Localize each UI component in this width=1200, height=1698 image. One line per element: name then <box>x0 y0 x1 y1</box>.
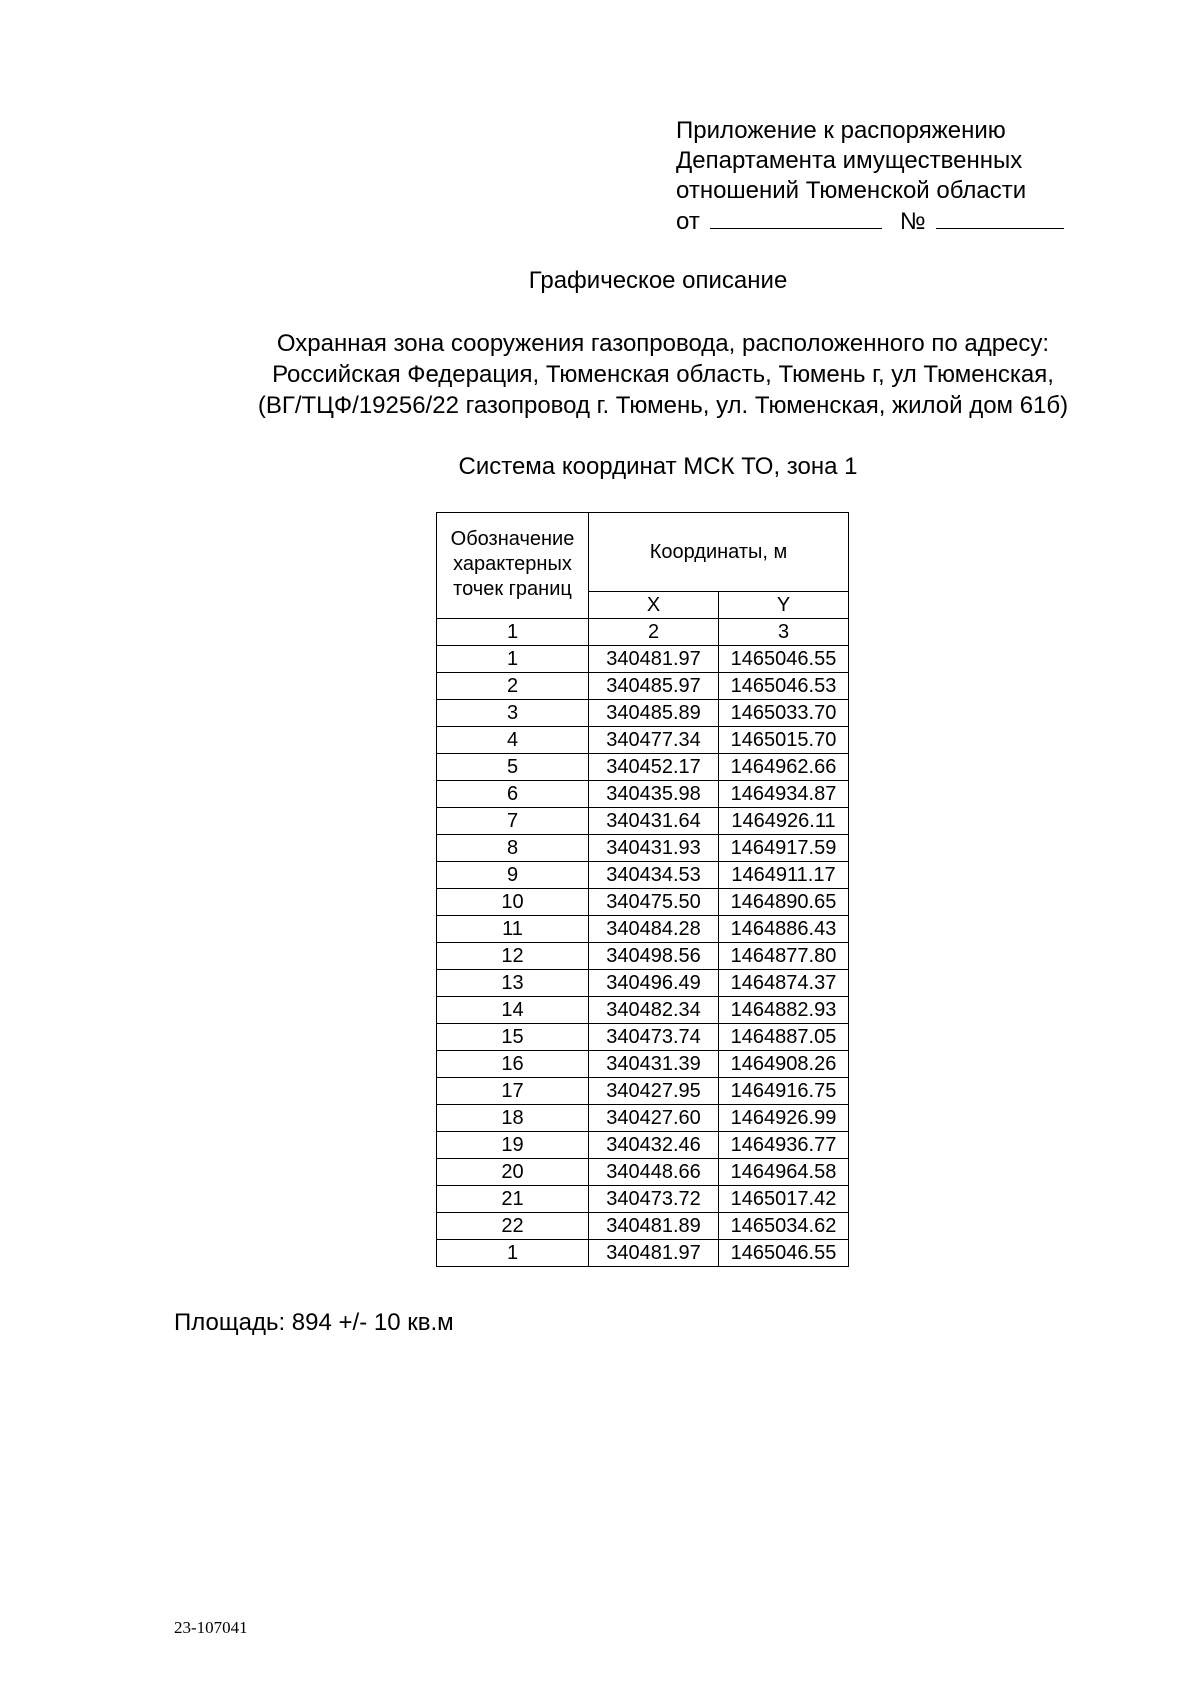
subject-block <box>0 328 1200 421</box>
x-cell: 340427.60 <box>589 1105 719 1132</box>
date-blank <box>710 206 882 229</box>
point-cell: 9 <box>437 862 589 889</box>
header-y: Y <box>719 592 849 619</box>
y-cell: 1464887.05 <box>719 1024 849 1051</box>
y-cell: 1464882.93 <box>719 997 849 1024</box>
x-cell: 340432.46 <box>589 1132 719 1159</box>
table-row <box>437 889 849 916</box>
point-cell: 17 <box>437 1078 589 1105</box>
point-cell: 14 <box>437 997 589 1024</box>
y-cell: 1464874.37 <box>719 970 849 997</box>
x-cell: 340431.64 <box>589 808 719 835</box>
point-cell: 1 <box>437 646 589 673</box>
point-cell: 8 <box>437 835 589 862</box>
column-number: 2 <box>589 619 719 646</box>
appendix-line-3: отношений Тюменской области <box>676 177 1027 204</box>
x-cell: 340481.97 <box>589 1240 719 1267</box>
table-row <box>437 646 849 673</box>
x-cell: 340481.97 <box>589 646 719 673</box>
point-cell: 7 <box>437 808 589 835</box>
y-cell: 1464926.11 <box>719 808 849 835</box>
y-cell: 1464916.75 <box>719 1078 849 1105</box>
table-row <box>437 1240 849 1267</box>
x-cell: 340435.98 <box>589 781 719 808</box>
point-cell: 19 <box>437 1132 589 1159</box>
table-row <box>437 727 849 754</box>
table-row <box>437 835 849 862</box>
number-label: № <box>899 208 926 235</box>
point-cell: 3 <box>437 700 589 727</box>
point-cell: 4 <box>437 727 589 754</box>
point-cell: 18 <box>437 1105 589 1132</box>
x-cell: 340434.53 <box>589 862 719 889</box>
coordinates-table <box>436 512 849 1267</box>
y-cell: 1464964.58 <box>719 1159 849 1186</box>
x-cell: 340484.28 <box>589 916 719 943</box>
point-cell: 12 <box>437 943 589 970</box>
table-row <box>437 754 849 781</box>
x-cell: 340481.89 <box>589 1213 719 1240</box>
header-x: X <box>589 592 719 619</box>
y-cell: 1465046.55 <box>719 1240 849 1267</box>
header-point-designation: Обозначение характерных точек границ <box>437 513 589 619</box>
y-cell: 1465046.53 <box>719 673 849 700</box>
header-coordinates: Координаты, м <box>589 513 849 592</box>
number-blank <box>936 206 1064 229</box>
appendix-block <box>676 116 1064 237</box>
column-numbering-row <box>437 619 849 646</box>
x-cell: 340482.34 <box>589 997 719 1024</box>
x-cell: 340485.97 <box>589 673 719 700</box>
table-row <box>437 1105 849 1132</box>
x-cell: 340431.93 <box>589 835 719 862</box>
point-cell: 5 <box>437 754 589 781</box>
x-cell: 340427.95 <box>589 1078 719 1105</box>
y-cell: 1464890.65 <box>719 889 849 916</box>
coordinate-system-label: Система координат МСК ТО, зона 1 <box>458 453 858 480</box>
y-cell: 1465015.70 <box>719 727 849 754</box>
table-row <box>437 1051 849 1078</box>
table-row <box>437 1024 849 1051</box>
y-cell: 1464962.66 <box>719 754 849 781</box>
x-cell: 340473.74 <box>589 1024 719 1051</box>
point-cell: 10 <box>437 889 589 916</box>
y-cell: 1465034.62 <box>719 1213 849 1240</box>
x-cell: 340473.72 <box>589 1186 719 1213</box>
coordinates-table-body <box>437 646 849 1267</box>
y-cell: 1464934.87 <box>719 781 849 808</box>
y-cell: 1465017.42 <box>719 1186 849 1213</box>
area-label: Площадь: 894 +/- 10 кв.м <box>174 1309 454 1336</box>
appendix-line-2: Департамента имущественных <box>676 147 1023 174</box>
footer-code: 23-107041 <box>174 1618 248 1637</box>
table-row <box>437 1078 849 1105</box>
y-cell: 1464877.80 <box>719 943 849 970</box>
point-cell: 21 <box>437 1186 589 1213</box>
table-row <box>437 1213 849 1240</box>
x-cell: 340431.39 <box>589 1051 719 1078</box>
y-cell: 1464936.77 <box>719 1132 849 1159</box>
y-cell: 1464917.59 <box>719 835 849 862</box>
x-cell: 340452.17 <box>589 754 719 781</box>
y-cell: 1464911.17 <box>719 862 849 889</box>
x-cell: 340496.49 <box>589 970 719 997</box>
y-cell: 1465046.55 <box>719 646 849 673</box>
point-cell: 16 <box>437 1051 589 1078</box>
column-number: 1 <box>437 619 589 646</box>
table-row <box>437 862 849 889</box>
x-cell: 340498.56 <box>589 943 719 970</box>
x-cell: 340477.34 <box>589 727 719 754</box>
table-row <box>437 1159 849 1186</box>
y-cell: 1464926.99 <box>719 1105 849 1132</box>
table-row <box>437 943 849 970</box>
date-label: от <box>676 208 700 235</box>
point-cell: 13 <box>437 970 589 997</box>
table-row <box>437 916 849 943</box>
point-cell: 11 <box>437 916 589 943</box>
table-row <box>437 997 849 1024</box>
point-cell: 2 <box>437 673 589 700</box>
subject-line-1: Охранная зона сооружения газопровода, расположенного по адресу: <box>276 330 1050 357</box>
table-row <box>437 1132 849 1159</box>
point-cell: 1 <box>437 1240 589 1267</box>
point-cell: 22 <box>437 1213 589 1240</box>
point-cell: 20 <box>437 1159 589 1186</box>
y-cell: 1465033.70 <box>719 700 849 727</box>
table-row <box>437 1186 849 1213</box>
point-cell: 15 <box>437 1024 589 1051</box>
table-row <box>437 808 849 835</box>
y-cell: 1464886.43 <box>719 916 849 943</box>
table-row <box>437 673 849 700</box>
y-cell: 1464908.26 <box>719 1051 849 1078</box>
table-row <box>437 781 849 808</box>
subject-line-3: (ВГ/ТЦФ/19256/22 газопровод г. Тюмень, ул. Тюменская, жилой дом 61б) <box>257 392 1069 419</box>
x-cell: 340448.66 <box>589 1159 719 1186</box>
document-title: Графическое описание <box>528 267 788 294</box>
appendix-line-1: Приложение к распоряжению <box>676 117 1006 144</box>
appendix-date-number-line <box>676 206 1064 237</box>
x-cell: 340475.50 <box>589 889 719 916</box>
subject-line-2: Российская Федерация, Тюменская область, Тюмень г, ул Тюменская, <box>272 361 1054 388</box>
column-number: 3 <box>719 619 849 646</box>
table-row <box>437 970 849 997</box>
table-row <box>437 700 849 727</box>
point-cell: 6 <box>437 781 589 808</box>
x-cell: 340485.89 <box>589 700 719 727</box>
